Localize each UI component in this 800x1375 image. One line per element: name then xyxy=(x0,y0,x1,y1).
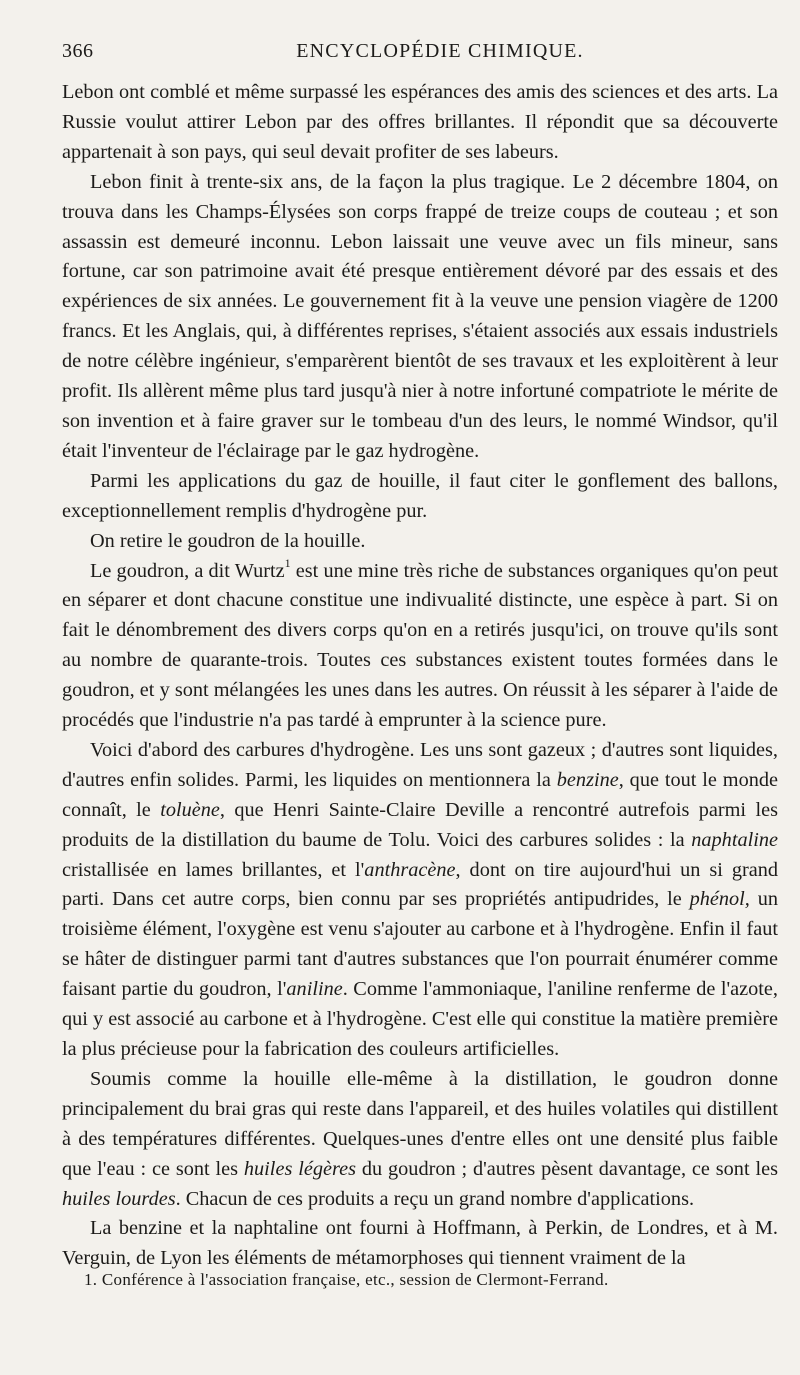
paragraph xyxy=(62,1065,778,1215)
running-title: ENCYCLOPÉDIE CHIMIQUE. xyxy=(296,40,584,62)
text-run: . Comme l'ammoniaque, l'aniline renferme de l'azote, qui y est associé au carbone et à l'hydrogène. C'est elle qui constitue la matière première la plus précieuse pour la fabrication des couleurs artificielles. xyxy=(62,978,778,1060)
text-run: Lebon ont comblé et même surpassé les espérances des amis des sciences et des arts. La Russie voulut attirer Lebon par des offres brillantes. Il répondit que sa découverte appartenait à son pays, qui seul devait profiter de ses labeurs. xyxy=(62,81,778,163)
text-run: du goudron ; d'autres pèsent davantage, ce sont les xyxy=(356,1157,778,1180)
text-run: Lebon finit à trente-six ans, de la façon la plus tragique. Le 2 décembre 1804, on trouva dans les Champs-Élysées son corps frappé de treize coups de couteau ; et son assassin est demeuré inconnu. Lebon laissait une veuve avec un fils mineur, sans fortune, car son patrimoine avait été presque entièrement dévoré par des essais et des expériences de six années. Le gouvernement fit à la veuve une pension viagère de 1200 francs. Et les Anglais, qui, à différentes reprises, s'étaient associés aux essais industriels de notre célèbre ingénieur, s'emparèrent bientôt de ses travaux et les exploitèrent à leur profit. Ils allèrent même plus tard jusqu'à nier à notre infortuné compatriote le mérite de son invention et à faire graver sur le tombeau d'un des leurs, le nommé Windsor, qu'il était l'inventeur de l'éclairage par le gaz hydrogène. xyxy=(62,170,778,462)
italic-term: naphtaline xyxy=(691,828,778,851)
paragraph xyxy=(62,557,778,736)
paragraph xyxy=(62,527,778,557)
text-run: , que tout le monde connaît, le xyxy=(62,768,778,821)
text-run: un troisième élément, l'oxygène est venu s'ajouter au carbone et à l'hydrogène. Enfin il faut se hâter de distinguer parmi tant d'autres substances que l'on pourrait énumérer comme faisant partie du goudron, l' xyxy=(62,888,778,1001)
text-run: Soumis comme la houille elle-même à la distillation, le goudron donne principalement du brai gras qui reste dans l'appareil, et des huiles volatiles qui distillent à des températures différentes. Quelques-unes d'entre elles ont une densité plus faible que l'eau : ce sont les xyxy=(62,1067,778,1180)
footnote: 1. Conférence à l'association française, etc., session de Clermont-Ferrand. xyxy=(84,1270,609,1289)
text-run: est une mine très riche de substances organiques qu'on peut en séparer et dont chacune constitue une indivualité distincte, une espèce à part. Si on fait le dénombrement des divers corps qu'on en a retirés jusqu'ici, on trouve qu'ils sont au nombre de quarante-trois. Toutes ces substances existent toutes formées dans le goudron, et y sont mélangées les unes dans les autres. On réussit à les séparer à l'aide de procédés que l'industrie n'a pas tardé à emprunter à la science pure. xyxy=(62,559,779,732)
italic-term: aniline xyxy=(286,978,343,1001)
paragraph xyxy=(62,467,778,527)
text-run: Voici d'abord des carbures d'hydrogène. Les uns sont gazeux ; d'autres sont liquides, d'autres enfin solides. Parmi, les liquides on mentionnera la xyxy=(62,738,778,791)
page-number: 366 xyxy=(62,40,94,62)
text-run: On retire le goudron de la houille. xyxy=(90,529,366,552)
text-run: cristallisée en lames brillantes, et l' xyxy=(62,858,365,881)
italic-term: phénol, xyxy=(689,888,750,911)
italic-term: anthracène xyxy=(364,858,456,881)
italic-term: huiles légères xyxy=(243,1157,357,1180)
body-text xyxy=(62,78,778,1274)
text-run: La benzine et la naphtaline ont fourni à Hoffmann, à Perkin, de Londres, et à M. Verguin, de Lyon les éléments de métamorphoses qui tiennent vraiment de la xyxy=(62,1217,778,1270)
paragraph xyxy=(62,78,778,168)
paragraph xyxy=(62,168,778,467)
text-run: , que Henri Sainte-Claire Deville a rencontré autrefois parmi les produits de la distillation du baume de Tolu. Voici des carbures solides : la xyxy=(62,798,778,851)
footnote-ref: 1 xyxy=(284,555,291,570)
text-run: Le goudron, a dit Wurtz xyxy=(90,559,285,582)
text-run: Parmi les applications du gaz de houille, il faut citer le gonflement des ballons, exceptionnellement remplis d'hydrogène pur. xyxy=(62,469,778,522)
italic-term: toluène xyxy=(160,798,220,821)
italic-term: huiles lourdes xyxy=(62,1187,176,1210)
paragraph xyxy=(62,736,778,1065)
text-run: , dont on tire aujourd'hui un si grand parti. Dans cet autre corps, bien connu par ses propriétés antipudrides, le xyxy=(62,858,778,911)
page-header xyxy=(62,40,778,70)
paragraph xyxy=(62,1214,778,1274)
text-run: . Chacun de ces produits a reçu un grand nombre d'applications. xyxy=(175,1187,695,1210)
italic-term: benzine xyxy=(556,768,619,791)
